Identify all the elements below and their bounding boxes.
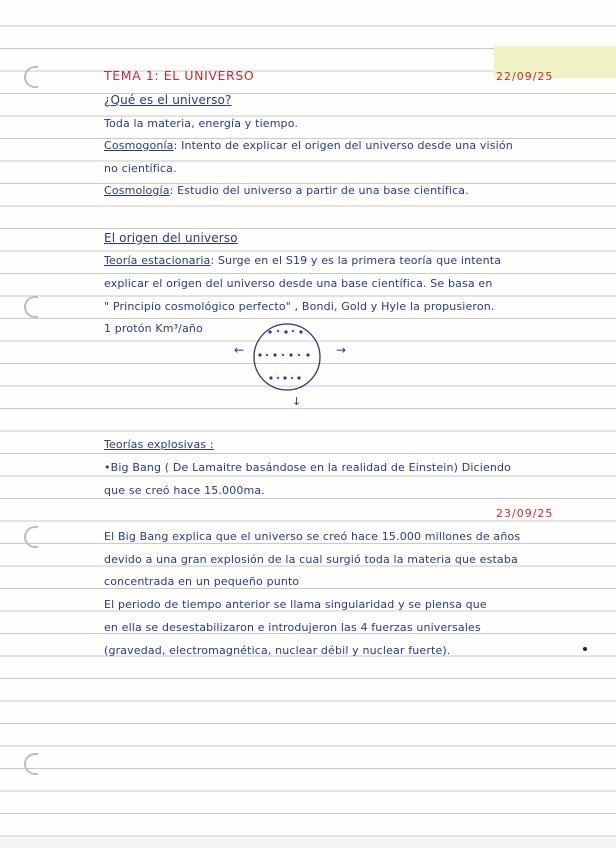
punch-hole [24, 296, 38, 318]
note-line: (gravedad, electromagnética, nuclear débil y nuclear fuerte). [104, 644, 451, 657]
punch-hole [24, 66, 38, 88]
particle-row-middle [258, 353, 309, 356]
particle-row-bottom [269, 376, 300, 379]
definition-text: : Surge en el S19 y es la primera teoría que intenta [210, 254, 502, 267]
ink-dot [583, 647, 587, 651]
arrow-left-icon: ← [234, 343, 245, 357]
date-2: 23/09/25 [496, 507, 554, 520]
section-heading-origin: El origen del universo [104, 231, 238, 245]
term-cosmogonia: Cosmogonía [104, 139, 174, 152]
arrow-right-icon: → [336, 343, 347, 357]
question-heading: ¿Qué es el universo? [104, 93, 232, 107]
page-title: TEMA 1: EL UNIVERSO [104, 68, 255, 83]
note-line: que se creó hace 15.000ma. [104, 484, 265, 497]
term-teoria-estacionaria: Teoría estacionaria [104, 254, 211, 267]
definition-text: : Intento de explicar el origen del universo desde una visión [173, 139, 513, 152]
note-line: El periodo de tiempo anterior se llama singularidad y se piensa que [104, 598, 487, 611]
note-line [104, 184, 469, 197]
note-line [104, 254, 501, 267]
note-line: en ella se desestabilizaron e introdujeron las 4 fuerzas universales [104, 621, 481, 634]
punch-hole [24, 753, 38, 775]
note-line: El Big Bang explica que el universo se creó hace 15.000 millones de años [104, 530, 521, 543]
definition-text: : Estudio del universo a partir de una base científica. [169, 184, 469, 197]
date-1: 22/09/25 [496, 70, 554, 83]
note-line: 1 protón Km³/año [104, 322, 203, 335]
note-line: concentrada en un pequeño punto [104, 575, 300, 588]
arrow-down-icon: ↓ [292, 395, 302, 408]
note-line: explicar el origen del universo desde una base científica. Se basa en [104, 277, 493, 290]
term-cosmologia: Cosmología [104, 184, 170, 197]
page-bottom-edge [0, 838, 616, 848]
universe-diagram [230, 315, 350, 415]
note-line: no científica. [104, 162, 177, 175]
punch-hole [24, 526, 38, 548]
note-line: " Principio cosmológico perfecto" , Bondi, Gold y Hyle la propusieron. [104, 300, 495, 313]
note-line: •Big Bang ( De Lamaitre basándose en la realidad de Einstein) Diciendo [104, 461, 512, 474]
particle-row-top [268, 330, 302, 334]
note-line [104, 139, 513, 152]
section-heading-explosive: Teorías explosivas : [104, 438, 214, 451]
note-line: devido a una gran explosión de la cual surgió toda la materia que estaba [104, 553, 518, 566]
note-line: Toda la materia, energía y tiempo. [104, 117, 299, 130]
